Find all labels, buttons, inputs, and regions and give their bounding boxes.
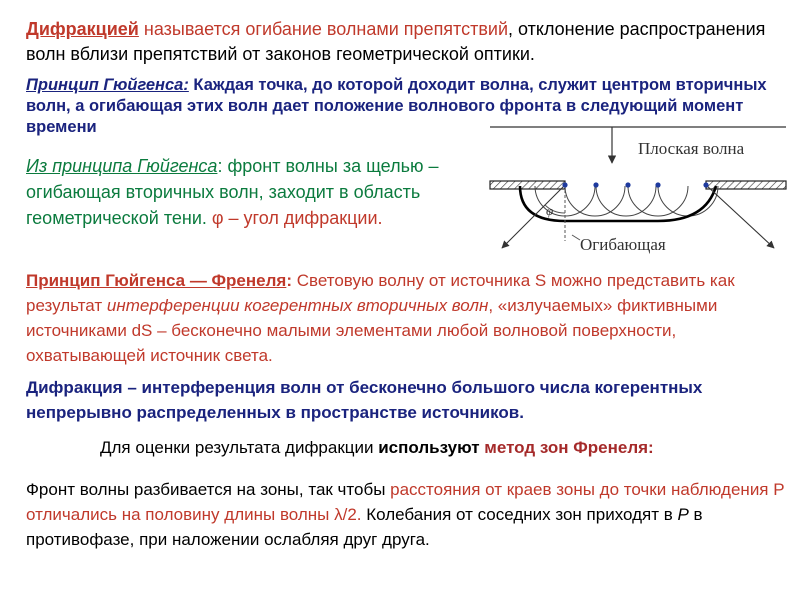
diffraction-ray-right [706, 185, 774, 248]
huygens-fresnel-colon: : [286, 271, 293, 290]
huygens-diagram-svg [488, 123, 788, 270]
zones-text-2: расстояния от краев зоны до точки наблюдения Р отличались на половину длины волны λ/2. [26, 480, 785, 524]
zones-text-1: Фронт волны разбивается на зоны, так чтобы [26, 480, 391, 499]
fresnel-zones-description [26, 477, 786, 552]
diffraction-interference-statement [26, 375, 786, 425]
diffraction-definition [26, 17, 786, 67]
term-diffraction: Дифракцией [26, 19, 139, 39]
huygens-consequence [26, 153, 488, 231]
definition-main: называется огибание волнами препятствий [138, 19, 509, 39]
zones-text-3: Колебания от соседних зон приходят в [361, 505, 678, 524]
zones-intro-text-1: Для оценки результата дифракции [100, 438, 379, 457]
zones-text-5: в противофазе, при наложении ослабляя друг друга. [26, 505, 703, 549]
zones-method-name: метод зон Френеля: [484, 438, 654, 457]
zones-point-p: Р [677, 505, 689, 524]
huygens-text: Каждая точка, до которой доходит волна, служит центром вторичных волн, а огибающая этих волн дает положение волнового фронта в следующий момент времени [26, 76, 767, 136]
huygens-fresnel-text-2: интерференции когерентных вторичных волн [106, 296, 489, 315]
secondary-wavelets [535, 186, 718, 216]
diffraction-angle-text: φ – угол дифракции. [211, 208, 383, 228]
interference-text: Дифракция – интерференция волн от бесконечно большого числа когерентных непрерывно распределенных в пространстве источников. [26, 378, 703, 422]
huygens-diagram [488, 123, 788, 270]
huygens-fresnel-text-1: Световую волну от источника S можно представить как результат [26, 271, 735, 315]
envelope-label: Огибающая [580, 235, 666, 254]
diffraction-ray-left [502, 185, 565, 248]
secondary-sources [562, 182, 708, 187]
huygens-fresnel-lead: Принцип Гюйгенса — Френеля [26, 271, 287, 290]
consequence-lead: Из принципа Гюйгенса [26, 156, 218, 176]
fresnel-zones-intro [100, 436, 790, 460]
phi-label: φ [546, 203, 554, 218]
huygens-fresnel-principle [26, 268, 786, 368]
definition-tail: , отклонение распространения волн вблизи препятствий от законов геометрической оптики. [26, 19, 766, 64]
zones-intro-text-2: используют [378, 438, 480, 457]
huygens-lead: Принцип Гюйгенса: [26, 76, 189, 94]
screen-left [490, 181, 565, 189]
envelope-label-leader [572, 235, 580, 240]
plane-wave-label: Плоская волна [638, 139, 745, 158]
consequence-text: : фронт волны за щелью – огибающая вторичных волн, заходит в область геометрической тени. [26, 156, 439, 228]
huygens-fresnel-text-3: , «излучаемых» фиктивными источниками dS – бесконечно малыми элементами любой волновой поверхности, охватывающей источник света. [26, 296, 718, 365]
